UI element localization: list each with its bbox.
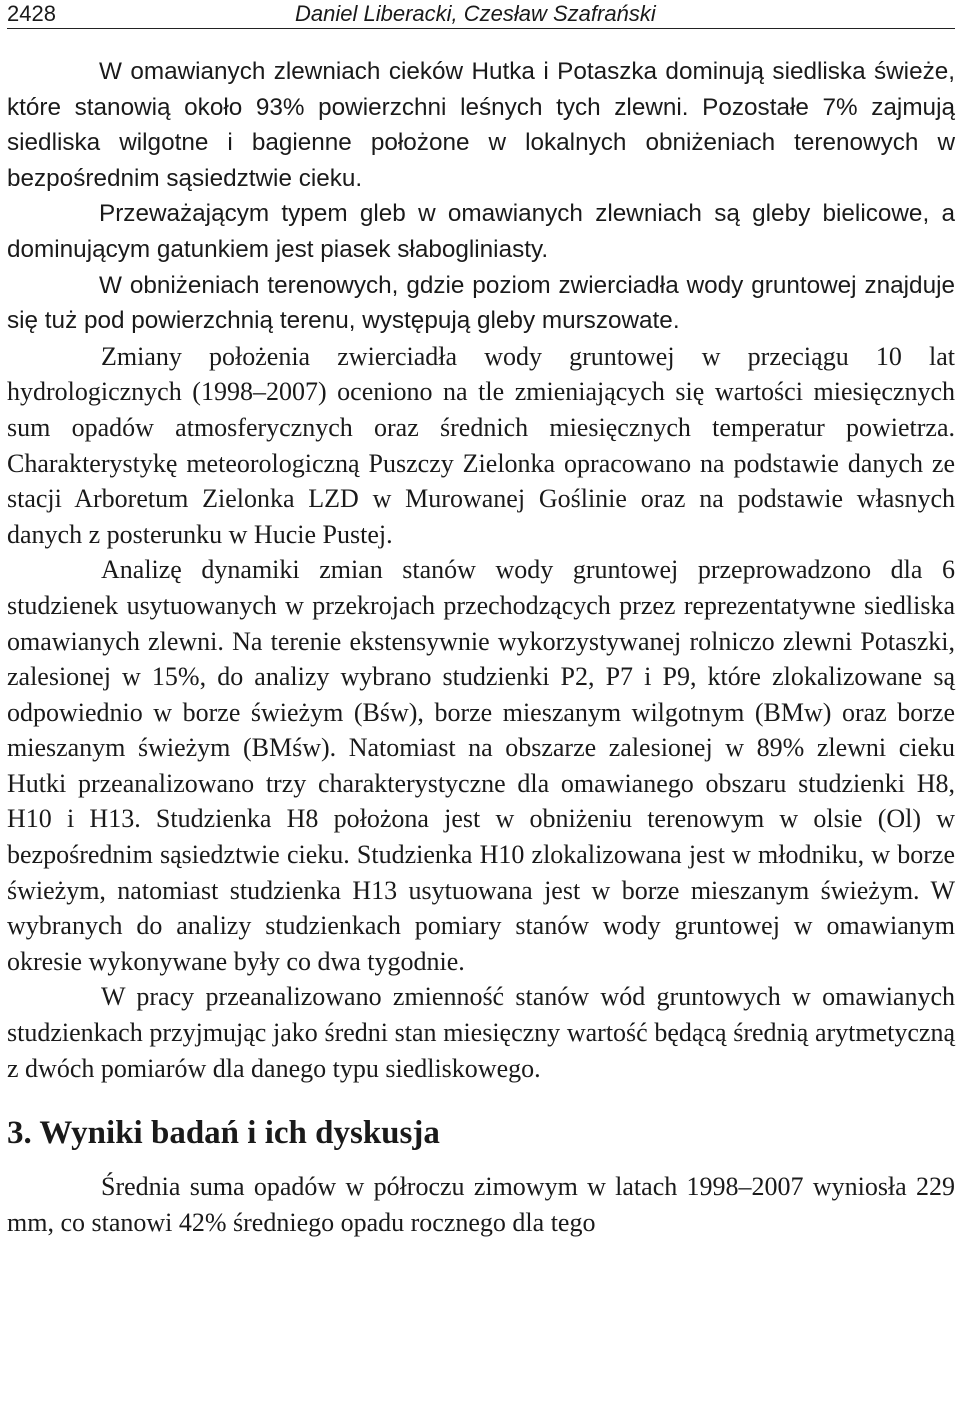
section-heading: 3. Wyniki badań i ich dyskusja [7, 1115, 440, 1152]
paragraph-habitats: W omawianych zlewniach cieków Hutka i Potaszka dominują siedliska świeże, które stanowią około 93% powierzchni leśnych tych zlewni. Pozostałe 7% zajmują siedliska wilgotne i bagienne położone w lokalnych obniżeniach terenowych w bezpośrednim sąsiedztwie cieku. [7, 58, 955, 192]
paragraph-winter-precipitation: Średnia suma opadów w półroczu zimowym w latach 1998–2007 wyniosła 229 mm, co stanowi 42% średniego opadu rocznego dla tego [7, 1172, 955, 1237]
paper-page [7, 0, 955, 1240]
paragraph-depressions: W obniżeniach terenowych, gdzie poziom zwierciadła wody gruntowej znajduje się tuż pod powierzchnią terenu, występują gleby murszowate. [7, 271, 955, 335]
paragraph-soil-types: Przeważającym typem gleb w omawianych zlewniach są gleby bielicowe, a dominującym gatunkiem jest piasek słabogliniasty. [7, 200, 955, 263]
body-text [7, 54, 955, 1086]
page-number: 2428 [7, 1, 56, 26]
running-header-authors: Daniel Liberacki, Czesław Szafrański [295, 1, 656, 26]
paragraph-monthly-mean: W pracy przeanalizowano zmienność stanów wód gruntowych w omawianych studzienkach przyjmując jako średni stan miesięczny wartość będącą średnią arytmetyczną z dwóch pomiarów dla danego typu siedliskowego. [7, 982, 955, 1083]
section-body [7, 1169, 955, 1240]
running-header [7, 0, 955, 29]
paragraph-groundwater-changes: Zmiany położenia zwierciadła wody gruntowej w przeciągu 10 lat hydrologicznych (1998–2007) oceniono na tle zmieniających się wartości miesięcznych sum opadów atmosferycznych oraz średnich miesięcznych temperatur powietrza. Charakterystykę meteorologiczną Puszczy Zielonka opracowano na podstawie danych ze stacji Arboretum Zielonka LZD w Murowanej Goślinie oraz na podstawie własnych danych z posterunku w Hucie Pustej. [7, 341, 955, 549]
paragraph-well-analysis: Analizę dynamiki zmian stanów wody gruntowej przeprowadzono dla 6 studzienek usytuowanych w przekrojach przechodzących przez reprezentatywne siedliska omawianych zlewni. Na terenie ekstensywnie wykorzystywanej rolniczo zlewni Potaszki, zalesionej w 15%, do analizy wybrano studzienki P2, P7 i P9, które zlokalizowane są odpowiednio w borze świeżym (Bśw), borze mieszanym wilgotnym (BMw) oraz borze mieszanym świeżym (BMśw). Natomiast na obszarze zalesionej w 89% zlewni cieku Hutki przeanalizowano trzy charakterystyczne dla omawianego obszaru studzienki H8, H10 i H13. Studzienka H8 położona jest w obniżeniu terenowym w olsie (Ol) w bezpośrednim sąsiedztwie cieku. Studzienka H10 zlokalizowana jest w młodniku, w borze świeżym, natomiast studzienka H13 usytuowana jest w borze mieszanym świeżym. W wybranych do analizy studzienkach pomiary stanów wody gruntowej w omawianym okresie wykonywane były co dwa tygodnie. [7, 555, 955, 976]
